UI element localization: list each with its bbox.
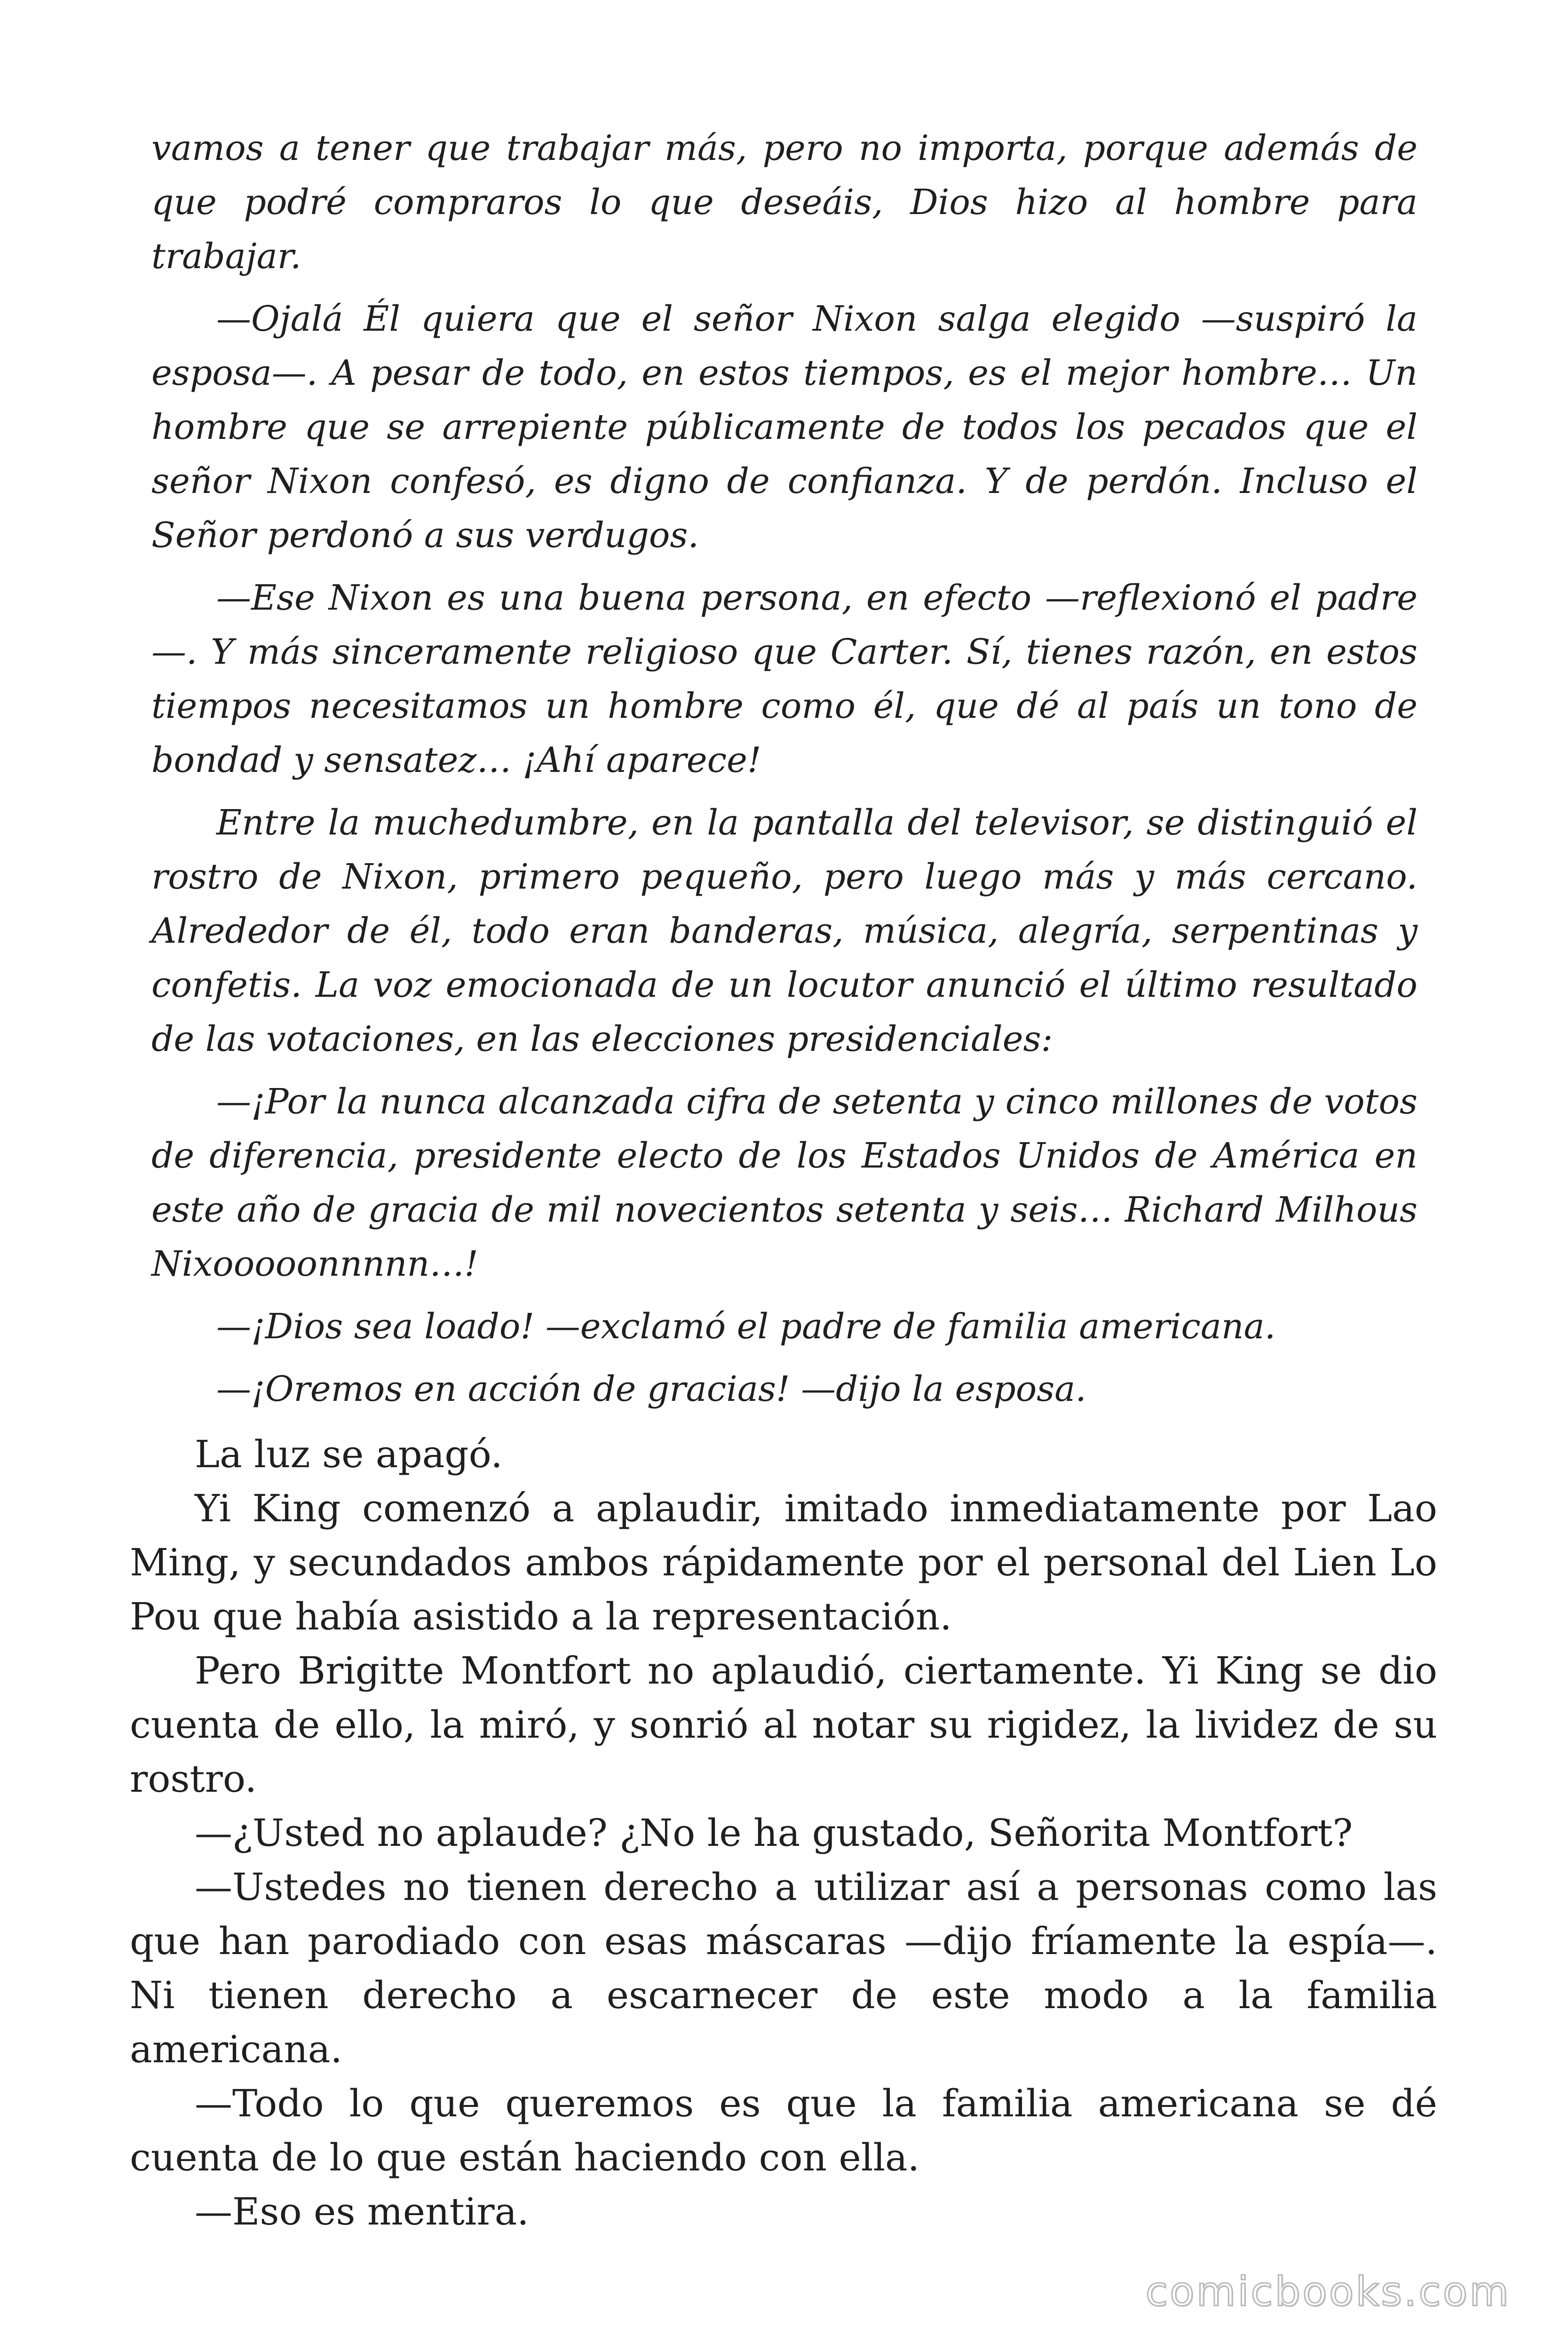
site-watermark: comicbooks.com [1145, 2268, 1511, 2315]
italic-paragraph: vamos a tener que trabajar más, pero no importa, porque además de que podré compraros lo que deseáis, Dios hizo al hombre para trabajar. [151, 128, 1418, 277]
narrative-paragraph: Yi King comenzó a aplaudir, imitado inmediatamente por Lao Ming, y secundados ambos rápidamente por el personal del Lien Lo Pou que había asistido a la representación. [130, 1486, 1437, 1638]
italic-paragraph: Entre la muchedumbre, en la pantalla del televisor, se distinguió el rostro de Nixon, primero pequeño, pero luego más y más cercano. Alrededor de él, todo eran banderas, música, alegría, serpentinas y confetis. La voz emocionada de un locutor anunció el último resultado de las votaciones, en las elecciones presidenciales: [151, 803, 1418, 1059]
narrative-paragraph: —Todo lo que queremos es que la familia americana se dé cuenta de lo que están haciendo con ella. [130, 2082, 1437, 2179]
narrative-passage [130, 1427, 1437, 2239]
italic-paragraph: —¡Dios sea loado! —exclamó el padre de familia americana. [216, 1306, 1276, 1347]
italic-paragraph: —Ese Nixon es una buena persona, en efecto —reflexionó el padre —. Y más sinceramente religioso que Carter. Sí, tienes razón, en estos tiempos necesitamos un hombre como él, que dé al país un tono de bondad y sensatez… ¡Ahí aparece! [151, 578, 1418, 780]
italic-paragraph: —Ojalá Él quiera que el señor Nixon salga elegido —suspiró la esposa—. A pesar de todo, en estos tiempos, es el mejor hombre… Un hombre que se arrepiente públicamente de todos los pecados que el señor Nixon confesó, es digno de confianza. Y de perdón. Incluso el Señor perdonó a sus verdugos. [151, 299, 1418, 556]
italic-paragraph: —¡Por la nunca alcanzada cifra de setenta y cinco millones de votos de diferencia, presidente electo de los Estados Unidos de América en este año de gracia de mil novecientos setenta y seis… Richard Milhous Nixooooonnnnn…! [151, 1081, 1418, 1284]
narrative-paragraph: —¿Usted no aplaude? ¿No le ha gustado, Señorita Montfort? [195, 1811, 1353, 1855]
narrative-paragraph: —Eso es mentira. [195, 2190, 529, 2233]
narrative-paragraph: Pero Brigitte Montfort no aplaudió, ciertamente. Yi King se dio cuenta de ello, la miró, y sonrió al notar su rigidez, la lividez de su rostro. [130, 1649, 1437, 1801]
narrative-paragraph: —Ustedes no tienen derecho a utilizar así a personas como las que han parodiado con esas máscaras —dijo fríamente la espía—. Ni tienen derecho a escarnecer de este modo a la familia americana. [130, 1865, 1437, 2071]
italic-paragraph: —¡Oremos en acción de gracias! —dijo la esposa. [216, 1369, 1086, 1409]
italic-passage [151, 121, 1418, 1425]
narrative-paragraph: La luz se apagó. [195, 1432, 503, 1476]
